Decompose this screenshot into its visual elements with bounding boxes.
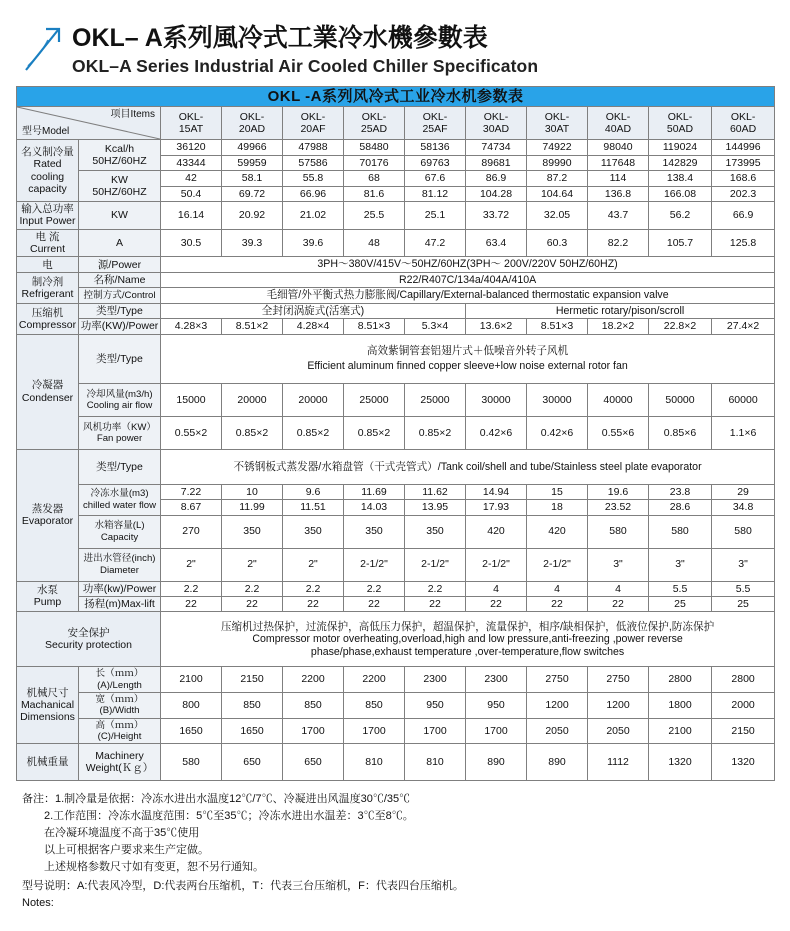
cell: 42 xyxy=(161,171,222,186)
cell: 1650 xyxy=(161,718,222,744)
cell: 2-1/2" xyxy=(466,548,527,581)
cell: 67.6 xyxy=(405,171,466,186)
cell: 74734 xyxy=(466,140,527,155)
title-block xyxy=(72,22,538,78)
cell: 580 xyxy=(712,515,775,548)
row-label-kcal: Kcal/h 50HZ/60HZ xyxy=(79,140,161,171)
cell: 168.6 xyxy=(712,171,775,186)
cell: 11.51 xyxy=(283,500,344,515)
cell: 0.85×2 xyxy=(222,416,283,449)
cell: 4.28×4 xyxy=(283,319,344,334)
cell: 60.3 xyxy=(527,229,588,257)
cell: 1200 xyxy=(588,692,649,718)
cell: 3" xyxy=(588,548,649,581)
cell: 4 xyxy=(527,581,588,596)
cell: 15000 xyxy=(161,383,222,416)
cell: 30.5 xyxy=(161,229,222,257)
row-label-evaporator-type: 类型/Type xyxy=(79,449,161,484)
cell: 57586 xyxy=(283,155,344,170)
cell: 0.85×2 xyxy=(344,416,405,449)
cell: 850 xyxy=(222,692,283,718)
row-label-current-a: A xyxy=(79,229,161,257)
cell-evaporator-type: 不锈钢板式蒸发器/水箱盘管（干式壳管式）/Tank coil/shell and tube/Stainless steel plate evaporator xyxy=(161,449,775,484)
cell: 2.2 xyxy=(405,581,466,596)
cell: 2100 xyxy=(649,718,712,744)
cell: 1700 xyxy=(283,718,344,744)
cell: 950 xyxy=(405,692,466,718)
cell: 81.12 xyxy=(405,186,466,201)
cell: 66.96 xyxy=(283,186,344,201)
cell: 81.6 xyxy=(344,186,405,201)
row-label-length: 长（ｍｍ）(A)/Length xyxy=(79,667,161,693)
model-col-3: OKL- 25AD xyxy=(344,107,405,140)
cell: 580 xyxy=(588,515,649,548)
cell: 173995 xyxy=(712,155,775,170)
condenser-type-en: Efficient aluminum finned copper sleeve+low noise external rotor fan xyxy=(307,360,628,373)
cell: 8.51×2 xyxy=(222,319,283,334)
row-group-rated-capacity: 名义制冷量 Rated cooling capacity xyxy=(17,140,79,202)
row-group-security: 安全保护 Security protection xyxy=(17,612,161,667)
table-row xyxy=(17,334,775,383)
cell: 58480 xyxy=(344,140,405,155)
cell: 25000 xyxy=(405,383,466,416)
note-line-1: 备注：1.制冷量是依据：冷冻水进出水温度12℃/7℃、冷凝进出风温度30℃/35℃ xyxy=(22,793,411,806)
model-col-6: OKL- 30AT xyxy=(527,107,588,140)
table-row xyxy=(17,201,775,229)
model-col-8: OKL- 50AD xyxy=(649,107,712,140)
cell: 5.5 xyxy=(649,581,712,596)
cell: 580 xyxy=(649,515,712,548)
cell: 68 xyxy=(344,171,405,186)
cell: 5.3×4 xyxy=(405,319,466,334)
table-row xyxy=(17,272,775,288)
cell: 2" xyxy=(222,548,283,581)
cell: 22.8×2 xyxy=(649,319,712,334)
cell: 18.2×2 xyxy=(588,319,649,334)
row-label-height: 高（ｍｍ）(C)/Height xyxy=(79,718,161,744)
cell: 89681 xyxy=(466,155,527,170)
cell: 22 xyxy=(283,596,344,611)
cell: 1700 xyxy=(466,718,527,744)
row-group-weight: 机械重量 xyxy=(17,744,79,781)
cell: 104.28 xyxy=(466,186,527,201)
cell: 0.85×2 xyxy=(283,416,344,449)
table-row xyxy=(17,449,775,484)
row-group-pump: 水泵 Pump xyxy=(17,581,79,612)
cell: 23.52 xyxy=(588,500,649,515)
cell-compressor-type-cn: 全封闭涡旋式(活塞式) xyxy=(161,303,466,319)
cell: 56.2 xyxy=(649,201,712,229)
cell: 43344 xyxy=(161,155,222,170)
cell: 2150 xyxy=(712,718,775,744)
row-group-compressor: 压缩机 Compressor xyxy=(17,303,79,334)
cell: 0.42×6 xyxy=(466,416,527,449)
cell: 30000 xyxy=(466,383,527,416)
note-model-legend: 型号说明：A:代表风冷型，D:代表两台压缩机，T：代表三台压缩机，F：代表四台压缩机。 xyxy=(22,880,464,893)
row-group-input-power: 输入总功率 Input Power xyxy=(17,201,79,229)
spec-table xyxy=(16,86,775,781)
cell: 2.2 xyxy=(161,581,222,596)
cell: 1650 xyxy=(222,718,283,744)
cell: 49966 xyxy=(222,140,283,155)
table-banner: OKL -A系列风冷式工业冷水机参数表 xyxy=(17,86,775,107)
cell: 117648 xyxy=(588,155,649,170)
cell: 166.08 xyxy=(649,186,712,201)
cell: 0.85×6 xyxy=(649,416,712,449)
cell: 98040 xyxy=(588,140,649,155)
cell: 2050 xyxy=(588,718,649,744)
cell: 87.2 xyxy=(527,171,588,186)
cell: 104.64 xyxy=(527,186,588,201)
cell: 2800 xyxy=(649,667,712,693)
cell: 22 xyxy=(405,596,466,611)
cell: 25 xyxy=(649,596,712,611)
cell: 2-1/2" xyxy=(344,548,405,581)
cell: 8.51×3 xyxy=(344,319,405,334)
cell: 202.3 xyxy=(712,186,775,201)
model-col-1: OKL- 20AD xyxy=(222,107,283,140)
cell: 350 xyxy=(283,515,344,548)
cell: 50.4 xyxy=(161,186,222,201)
cell: 1700 xyxy=(405,718,466,744)
cell: 1.1×6 xyxy=(712,416,775,449)
cell: 69.72 xyxy=(222,186,283,201)
model-col-4: OKL- 25AF xyxy=(405,107,466,140)
row-label-chilled-water-flow: 冷冻水量(m3) chilled water flow xyxy=(79,484,161,515)
cell: 11.69 xyxy=(344,484,405,499)
row-label-pump-power: 功率(kw)/Power xyxy=(79,581,161,596)
cell: 2300 xyxy=(466,667,527,693)
page-title-cn: OKL– A系列風冷式工業冷水機參數表 xyxy=(72,24,488,52)
cell: 34.8 xyxy=(712,500,775,515)
spec-table-wrap xyxy=(0,86,790,781)
cell: 39.6 xyxy=(283,229,344,257)
cell: 58136 xyxy=(405,140,466,155)
table-row xyxy=(17,319,775,334)
cell: 650 xyxy=(222,744,283,781)
table-row xyxy=(17,692,775,718)
cell: 40000 xyxy=(588,383,649,416)
cell: 27.4×2 xyxy=(712,319,775,334)
note-notes-label: Notes: xyxy=(22,897,54,910)
table-row xyxy=(17,416,775,449)
cell: 0.55×6 xyxy=(588,416,649,449)
table-row xyxy=(17,744,775,781)
table-row xyxy=(17,303,775,319)
cell: 2750 xyxy=(588,667,649,693)
cell: 2-1/2" xyxy=(405,548,466,581)
cell: 4 xyxy=(588,581,649,596)
cell: 350 xyxy=(344,515,405,548)
cell: 55.8 xyxy=(283,171,344,186)
security-line-1: 压缩机过热保护，过流保护，高低压力保护，超温保护，流量保护，相序/缺相保护，低液位保护,防冻保护 xyxy=(220,620,715,633)
cell: 8.67 xyxy=(161,500,222,515)
table-row xyxy=(17,484,775,499)
cell: 22 xyxy=(344,596,405,611)
note-line-5: 上述规格参数尺寸如有变更，恕不另行通知。 xyxy=(44,861,264,874)
cell: 3" xyxy=(649,548,712,581)
cell: 136.8 xyxy=(588,186,649,201)
cell: 270 xyxy=(161,515,222,548)
cell: 2200 xyxy=(344,667,405,693)
row-label-weight: Machinery Weight(Ｋｇ） xyxy=(79,744,161,781)
cell: 1800 xyxy=(649,692,712,718)
cell: 60000 xyxy=(712,383,775,416)
row-label-refrigerant-name: 名称/Name xyxy=(79,272,161,288)
cell: 25.5 xyxy=(344,201,405,229)
cell: 22 xyxy=(527,596,588,611)
cell: 2300 xyxy=(405,667,466,693)
cell: 850 xyxy=(344,692,405,718)
table-row xyxy=(17,596,775,611)
row-label-refrigerant-control: 控制方式/Control xyxy=(79,288,161,304)
table-row xyxy=(17,667,775,693)
row-label-input-kw: KW xyxy=(79,201,161,229)
table-row xyxy=(17,612,775,667)
cell: 810 xyxy=(405,744,466,781)
cell: 2050 xyxy=(527,718,588,744)
table-row xyxy=(17,288,775,304)
cell: 86.9 xyxy=(466,171,527,186)
cell: 70176 xyxy=(344,155,405,170)
cell-compressor-type-en: Hermetic rotary/pison/scroll xyxy=(466,303,775,319)
note-line-4: 以上可根据客户要求来生产定做。 xyxy=(44,844,209,857)
table-row xyxy=(17,383,775,416)
cell: 114 xyxy=(588,171,649,186)
cell: 9.6 xyxy=(283,484,344,499)
row-group-refrigerant: 制冷剂 Refrigerant xyxy=(17,272,79,303)
cell: 420 xyxy=(466,515,527,548)
row-group-current: 电 流 Current xyxy=(17,229,79,257)
cell: 800 xyxy=(161,692,222,718)
cell: 66.9 xyxy=(712,201,775,229)
cell: 4.28×3 xyxy=(161,319,222,334)
model-col-0: OKL- 15AT xyxy=(161,107,222,140)
condenser-type-cn: 高效紫铜管套铝翅片式＋低噪音外转子风机 xyxy=(366,344,569,357)
cell: 20000 xyxy=(222,383,283,416)
cell: 25.1 xyxy=(405,201,466,229)
cell: 30000 xyxy=(527,383,588,416)
security-line-2: Compressor motor overheating,overload,high and low pressure,anti-freezing ,power reverse xyxy=(252,633,683,646)
row-group-power: 电 xyxy=(17,257,79,273)
note-line-2: 2.工作范围：冷冻水温度范围：5℃至35℃；冷冻水进出水温差：3℃至8℃。 xyxy=(44,810,414,823)
table-row xyxy=(17,171,775,186)
model-col-7: OKL- 40AD xyxy=(588,107,649,140)
page-header xyxy=(0,0,790,86)
cell: 1320 xyxy=(712,744,775,781)
arrow-swoosh-logo-icon xyxy=(18,22,66,74)
cell-power-value: 3PH～380V/415V～50HZ/60HZ(3PH～ 200V/220V 50HZ/60HZ) xyxy=(161,257,775,273)
row-label-pump-lift: 扬程(m)Max-lift xyxy=(79,596,161,611)
cell: 32.05 xyxy=(527,201,588,229)
table-row xyxy=(17,140,775,155)
cell: 82.2 xyxy=(588,229,649,257)
table-row xyxy=(17,548,775,581)
cell: 17.93 xyxy=(466,500,527,515)
row-label-condenser-airflow: 冷却风量(m3/h) Cooling air flow xyxy=(79,383,161,416)
cell: 138.4 xyxy=(649,171,712,186)
cell: 650 xyxy=(283,744,344,781)
cell: 15 xyxy=(527,484,588,499)
corner-header-cell xyxy=(17,107,161,140)
row-group-condenser: 冷凝器 Condenser xyxy=(17,334,79,449)
cell: 2200 xyxy=(283,667,344,693)
cell: 2" xyxy=(161,548,222,581)
cell: 69763 xyxy=(405,155,466,170)
cell: 850 xyxy=(283,692,344,718)
cell: 25 xyxy=(712,596,775,611)
cell: 89990 xyxy=(527,155,588,170)
cell: 2.2 xyxy=(222,581,283,596)
cell: 4 xyxy=(466,581,527,596)
cell: 19.6 xyxy=(588,484,649,499)
row-label-tank-capacity: 水箱容量(L) Capacity xyxy=(79,515,161,548)
cell: 36120 xyxy=(161,140,222,155)
cell: 22 xyxy=(588,596,649,611)
row-label-kw: KW 50HZ/60HZ xyxy=(79,171,161,202)
notes-block xyxy=(0,781,790,912)
row-label-pipe-diameter: 进出水管径(inch) Diameter xyxy=(79,548,161,581)
row-label-condenser-type: 类型/Type xyxy=(79,334,161,383)
cell: 50000 xyxy=(649,383,712,416)
cell: 43.7 xyxy=(588,201,649,229)
cell: 33.72 xyxy=(466,201,527,229)
cell: 63.4 xyxy=(466,229,527,257)
cell: 59959 xyxy=(222,155,283,170)
cell: 3" xyxy=(712,548,775,581)
row-label-power: 源/Power xyxy=(79,257,161,273)
cell: 21.02 xyxy=(283,201,344,229)
cell: 142829 xyxy=(649,155,712,170)
cell: 2150 xyxy=(222,667,283,693)
cell: 105.7 xyxy=(649,229,712,257)
cell-security-text xyxy=(161,612,775,667)
cell-condenser-type xyxy=(161,334,775,383)
cell: 39.3 xyxy=(222,229,283,257)
cell: 0.42×6 xyxy=(527,416,588,449)
cell: 7.22 xyxy=(161,484,222,499)
cell: 47.2 xyxy=(405,229,466,257)
cell: 580 xyxy=(161,744,222,781)
cell: 350 xyxy=(222,515,283,548)
model-header-row xyxy=(17,107,775,140)
cell: 58.1 xyxy=(222,171,283,186)
cell: 2" xyxy=(283,548,344,581)
table-row xyxy=(17,515,775,548)
row-label-fan-power: 风机功率（KW） Fan power xyxy=(79,416,161,449)
cell-refrigerant-name: R22/R407C/134a/404A/410A xyxy=(161,272,775,288)
table-banner-row xyxy=(17,86,775,107)
cell: 16.14 xyxy=(161,201,222,229)
cell: 11.99 xyxy=(222,500,283,515)
cell: 2000 xyxy=(712,692,775,718)
cell: 1320 xyxy=(649,744,712,781)
cell: 22 xyxy=(161,596,222,611)
corner-items-label: 项目Items xyxy=(110,109,155,121)
cell: 5.5 xyxy=(712,581,775,596)
cell: 22 xyxy=(466,596,527,611)
cell: 0.85×2 xyxy=(405,416,466,449)
cell: 2.2 xyxy=(344,581,405,596)
cell: 10 xyxy=(222,484,283,499)
cell: 22 xyxy=(222,596,283,611)
cell: 13.95 xyxy=(405,500,466,515)
cell: 125.8 xyxy=(712,229,775,257)
cell: 350 xyxy=(405,515,466,548)
cell: 1700 xyxy=(344,718,405,744)
cell: 23.8 xyxy=(649,484,712,499)
cell: 119024 xyxy=(649,140,712,155)
model-col-9: OKL- 60AD xyxy=(712,107,775,140)
cell: 810 xyxy=(344,744,405,781)
cell: 2800 xyxy=(712,667,775,693)
cell: 144996 xyxy=(712,140,775,155)
cell: 29 xyxy=(712,484,775,499)
cell: 18 xyxy=(527,500,588,515)
table-row xyxy=(17,581,775,596)
cell: 890 xyxy=(527,744,588,781)
cell: 1200 xyxy=(527,692,588,718)
cell: 74922 xyxy=(527,140,588,155)
cell: 420 xyxy=(527,515,588,548)
security-line-3: phase/phase,exhaust temperature ,over-temperature,flow switches xyxy=(310,645,625,658)
table-row xyxy=(17,257,775,273)
row-label-width: 宽（ｍｍ）(B)/Width xyxy=(79,692,161,718)
page-title-en: OKL–A Series Industrial Air Cooled Chiller Specificaton xyxy=(72,56,539,76)
cell: 48 xyxy=(344,229,405,257)
cell: 11.62 xyxy=(405,484,466,499)
cell: 2.2 xyxy=(283,581,344,596)
model-col-5: OKL- 30AD xyxy=(466,107,527,140)
cell: 890 xyxy=(466,744,527,781)
table-row xyxy=(17,229,775,257)
cell: 20000 xyxy=(283,383,344,416)
cell: 1112 xyxy=(588,744,649,781)
cell: 0.55×2 xyxy=(161,416,222,449)
row-group-dimensions: 机械尺寸 Machanical Dimensions xyxy=(17,667,79,744)
cell: 47988 xyxy=(283,140,344,155)
cell: 14.03 xyxy=(344,500,405,515)
cell: 2-1/2" xyxy=(527,548,588,581)
row-label-compressor-power: 功率(KW)/Power xyxy=(79,319,161,334)
cell: 13.6×2 xyxy=(466,319,527,334)
cell-refrigerant-control: 毛细管/外平衡式热力膨胀阀/Capillary/External-balanced thermostatic expansion valve xyxy=(161,288,775,304)
model-col-2: OKL- 20AF xyxy=(283,107,344,140)
cell: 14.94 xyxy=(466,484,527,499)
cell: 950 xyxy=(466,692,527,718)
row-group-evaporator: 蒸发器 Evaporator xyxy=(17,449,79,581)
cell: 25000 xyxy=(344,383,405,416)
note-line-3: 在冷凝环境温度不高于35℃使用 xyxy=(44,827,200,840)
cell: 20.92 xyxy=(222,201,283,229)
cell: 8.51×3 xyxy=(527,319,588,334)
cell: 2100 xyxy=(161,667,222,693)
cell: 28.6 xyxy=(649,500,712,515)
corner-model-label: 型号Model xyxy=(22,125,70,137)
row-label-compressor-type: 类型/Type xyxy=(79,303,161,319)
cell: 2750 xyxy=(527,667,588,693)
table-row xyxy=(17,718,775,744)
